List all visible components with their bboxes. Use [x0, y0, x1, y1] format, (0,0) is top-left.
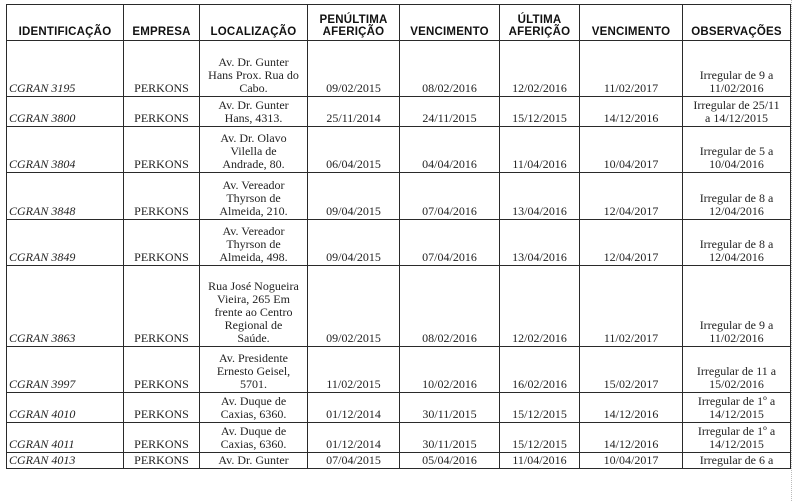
- cell-observacoes-line: Irregular de 9 a: [699, 68, 774, 82]
- header-penultima-line2: AFERIÇÃO: [322, 26, 385, 38]
- cell-empresa: PERKONS: [124, 347, 200, 393]
- cell-vencimento-2: 12/04/2017: [580, 220, 683, 266]
- cell-identificacao: CGRAN 3804: [7, 127, 124, 173]
- cell-observacoes: [683, 347, 791, 393]
- cell-observacoes-line: 14/12/2015: [709, 407, 764, 421]
- cell-vencimento-2: 14/12/2016: [580, 393, 683, 423]
- cell-observacoes: [683, 393, 791, 423]
- table-body: [7, 41, 791, 469]
- header-localizacao: LOCALIZAÇÃO: [200, 5, 308, 41]
- cell-vencimento-1: 10/02/2016: [400, 347, 500, 393]
- cell-ultima-afericao: 15/12/2015: [500, 97, 580, 127]
- calibration-table: [6, 4, 791, 469]
- cell-empresa: PERKONS: [124, 423, 200, 453]
- cell-identificacao: CGRAN 3848: [7, 173, 124, 220]
- header-row: [7, 5, 791, 41]
- scan-edge: [791, 0, 798, 501]
- cell-localizacao: [200, 393, 308, 423]
- cell-localizacao-line: Av. Presidente: [219, 351, 288, 365]
- cell-localizacao: [200, 97, 308, 127]
- cell-identificacao: CGRAN 3800: [7, 97, 124, 127]
- header-penultima-line1: PENÚLTIMA: [319, 14, 388, 26]
- cell-vencimento-1: 07/04/2016: [400, 173, 500, 220]
- header-ultima-line1: ÚLTIMA: [517, 14, 562, 26]
- cell-ultima-afericao: 16/02/2016: [500, 347, 580, 393]
- cell-localizacao-line: Ernesto Geisel,: [216, 364, 291, 378]
- cell-observacoes-line: Irregular de 6 a: [699, 453, 774, 467]
- cell-empresa: PERKONS: [124, 173, 200, 220]
- cell-ultima-afericao: 11/04/2016: [500, 127, 580, 173]
- cell-localizacao-line: Av. Dr. Gunter: [218, 98, 289, 112]
- cell-vencimento-1: 24/11/2015: [400, 97, 500, 127]
- header-vencimento-2: VENCIMENTO: [580, 5, 683, 41]
- cell-vencimento-1: 05/04/2016: [400, 453, 500, 469]
- cell-localizacao: [200, 453, 308, 469]
- cell-vencimento-1: 08/02/2016: [400, 41, 500, 97]
- table-row: [7, 266, 791, 347]
- cell-penultima-afericao: 06/04/2015: [308, 127, 400, 173]
- cell-localizacao: [200, 423, 308, 453]
- cell-localizacao: [200, 220, 308, 266]
- table-row: [7, 127, 791, 173]
- cell-vencimento-1: 30/11/2015: [400, 423, 500, 453]
- cell-observacoes: [683, 41, 791, 97]
- cell-ultima-afericao: 15/12/2015: [500, 393, 580, 423]
- cell-ultima-afericao: 15/12/2015: [500, 423, 580, 453]
- cell-localizacao-line: Vilella de: [230, 144, 277, 158]
- table-row: [7, 97, 791, 127]
- cell-localizacao-line: Cabo.: [239, 81, 268, 95]
- cell-vencimento-2: 10/04/2017: [580, 453, 683, 469]
- cell-localizacao-line: Vieira, 265 Em: [217, 292, 290, 306]
- cell-penultima-afericao: 09/04/2015: [308, 220, 400, 266]
- cell-localizacao: [200, 127, 308, 173]
- cell-observacoes-line: a 14/12/2015: [705, 111, 768, 125]
- cell-penultima-afericao: 11/02/2015: [308, 347, 400, 393]
- header-identificacao: IDENTIFICAÇÃO: [7, 5, 124, 41]
- cell-penultima-afericao: 09/02/2015: [308, 266, 400, 347]
- cell-localizacao: [200, 173, 308, 220]
- cell-observacoes-line: 11/02/2016: [709, 331, 764, 345]
- cell-empresa: PERKONS: [124, 393, 200, 423]
- cell-localizacao-line: Thyrson de: [226, 191, 281, 205]
- cell-penultima-afericao: 09/02/2015: [308, 41, 400, 97]
- cell-ultima-afericao: 11/04/2016: [500, 453, 580, 469]
- cell-localizacao-line: Almeida, 210.: [219, 204, 288, 218]
- cell-ultima-afericao: 12/02/2016: [500, 266, 580, 347]
- cell-localizacao-line: 5701.: [240, 377, 267, 391]
- cell-localizacao-line: Av. Vereador: [222, 224, 285, 238]
- cell-penultima-afericao: 09/04/2015: [308, 173, 400, 220]
- table-row: [7, 453, 791, 469]
- cell-vencimento-2: 10/04/2017: [580, 127, 683, 173]
- cell-empresa: PERKONS: [124, 266, 200, 347]
- cell-localizacao-line: Andrade, 80.: [222, 157, 285, 171]
- header-ultima-line2: AFERIÇÃO: [508, 26, 571, 38]
- cell-localizacao-line: frente ao Centro: [214, 305, 293, 319]
- cell-observacoes: [683, 453, 791, 469]
- cell-localizacao-line: Thyrson de: [226, 237, 281, 251]
- cell-localizacao-line: Caxias, 6360.: [220, 437, 287, 451]
- header-observacoes: OBSERVAÇÕES: [683, 5, 791, 41]
- cell-identificacao: CGRAN 4010: [7, 393, 124, 423]
- cell-localizacao-line: Almeida, 498.: [219, 250, 288, 264]
- cell-localizacao: [200, 41, 308, 97]
- cell-vencimento-2: 14/12/2016: [580, 423, 683, 453]
- cell-identificacao: CGRAN 3863: [7, 266, 124, 347]
- cell-vencimento-1: 08/02/2016: [400, 266, 500, 347]
- cell-observacoes-line: Irregular de 5 a: [699, 144, 774, 158]
- cell-observacoes-line: 12/04/2016: [709, 204, 764, 218]
- cell-localizacao-line: Saúde.: [237, 331, 270, 345]
- cell-localizacao-line: Regional de: [224, 318, 283, 332]
- cell-empresa: PERKONS: [124, 127, 200, 173]
- header-ultima-afericao: [500, 5, 580, 41]
- cell-vencimento-2: 11/02/2017: [580, 266, 683, 347]
- header-penultima-afericao: [308, 5, 400, 41]
- cell-identificacao: CGRAN 3195: [7, 41, 124, 97]
- cell-localizacao-line: Av. Dr. Gunter: [218, 453, 289, 467]
- cell-vencimento-1: 07/04/2016: [400, 220, 500, 266]
- cell-vencimento-2: 12/04/2017: [580, 173, 683, 220]
- cell-ultima-afericao: 13/04/2016: [500, 220, 580, 266]
- cell-observacoes: [683, 97, 791, 127]
- cell-observacoes-line: 14/12/2015: [709, 437, 764, 451]
- cell-observacoes-line: Irregular de 11 a: [696, 364, 777, 378]
- cell-ultima-afericao: 12/02/2016: [500, 41, 580, 97]
- cell-observacoes: [683, 173, 791, 220]
- table-row: [7, 173, 791, 220]
- cell-observacoes: [683, 220, 791, 266]
- cell-empresa: PERKONS: [124, 220, 200, 266]
- cell-localizacao-line: Av. Dr. Gunter: [218, 55, 289, 69]
- cell-penultima-afericao: 25/11/2014: [308, 97, 400, 127]
- cell-localizacao-line: Rua José Nogueira: [208, 279, 299, 293]
- cell-vencimento-2: 14/12/2016: [580, 97, 683, 127]
- cell-localizacao: [200, 347, 308, 393]
- cell-observacoes-line: 11/02/2016: [709, 81, 764, 95]
- cell-observacoes-line: Irregular de 25/11: [693, 98, 780, 112]
- cell-vencimento-2: 15/02/2017: [580, 347, 683, 393]
- cell-localizacao-line: Av. Vereador: [222, 178, 285, 192]
- table-row: [7, 41, 791, 97]
- cell-penultima-afericao: 01/12/2014: [308, 423, 400, 453]
- table-row: [7, 423, 791, 453]
- cell-localizacao-line: Hans, 4313.: [224, 111, 283, 125]
- cell-localizacao: [200, 266, 308, 347]
- cell-observacoes-line: Irregular de 1º a: [697, 424, 776, 438]
- cell-identificacao: CGRAN 3997: [7, 347, 124, 393]
- header-vencimento-1: VENCIMENTO: [400, 5, 500, 41]
- cell-observacoes: [683, 127, 791, 173]
- cell-empresa: PERKONS: [124, 97, 200, 127]
- cell-identificacao: CGRAN 4011: [7, 423, 124, 453]
- cell-observacoes-line: 12/04/2016: [709, 250, 764, 264]
- cell-localizacao-line: Av. Duque de: [220, 424, 287, 438]
- cell-observacoes-line: Irregular de 8 a: [699, 191, 774, 205]
- cell-localizacao-line: Av. Dr. Olavo: [220, 131, 287, 145]
- cell-localizacao-line: Av. Duque de: [220, 394, 287, 408]
- cell-observacoes-line: Irregular de 9 a: [699, 318, 774, 332]
- cell-identificacao: CGRAN 4013: [7, 453, 124, 469]
- cell-localizacao-line: Hans Prox. Rua do: [208, 68, 299, 82]
- table-row: [7, 393, 791, 423]
- cell-observacoes-line: 15/02/2016: [709, 377, 764, 391]
- cell-observacoes-line: 10/04/2016: [709, 157, 764, 171]
- table-row: [7, 347, 791, 393]
- cell-vencimento-2: 11/02/2017: [580, 41, 683, 97]
- cell-observacoes: [683, 423, 791, 453]
- cell-ultima-afericao: 13/04/2016: [500, 173, 580, 220]
- table-row: [7, 220, 791, 266]
- cell-vencimento-1: 04/04/2016: [400, 127, 500, 173]
- cell-localizacao-line: Caxias, 6360.: [220, 407, 287, 421]
- cell-observacoes-line: Irregular de 1º a: [697, 394, 776, 408]
- cell-vencimento-1: 30/11/2015: [400, 393, 500, 423]
- cell-penultima-afericao: 07/04/2015: [308, 453, 400, 469]
- cell-observacoes: [683, 266, 791, 347]
- cell-empresa: PERKONS: [124, 453, 200, 469]
- cell-penultima-afericao: 01/12/2014: [308, 393, 400, 423]
- cell-observacoes-line: Irregular de 8 a: [699, 237, 774, 251]
- cell-empresa: PERKONS: [124, 41, 200, 97]
- header-empresa: EMPRESA: [124, 5, 200, 41]
- cell-identificacao: CGRAN 3849: [7, 220, 124, 266]
